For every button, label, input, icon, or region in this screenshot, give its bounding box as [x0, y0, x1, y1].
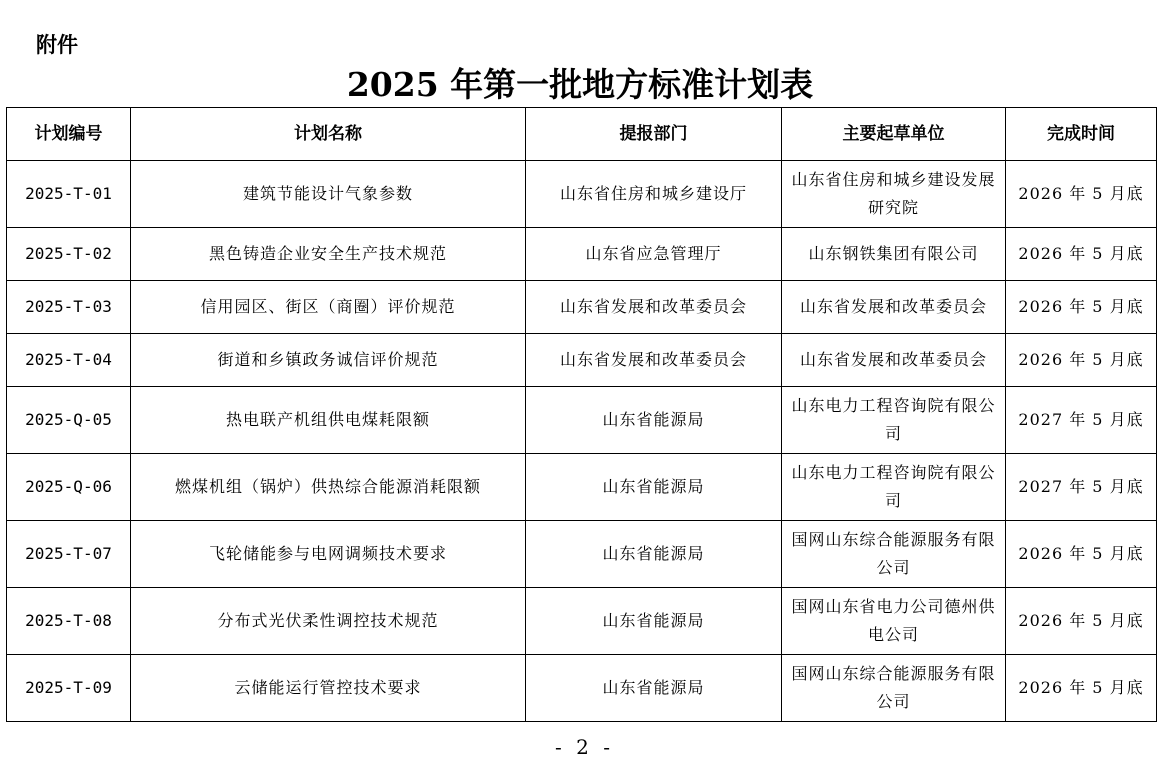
drafter-cell: 山东电力工程咨询院有限公司 [782, 387, 1006, 454]
plan-name-cell: 热电联产机组供电煤耗限额 [131, 387, 526, 454]
department-cell: 山东省发展和改革委员会 [526, 281, 782, 334]
department-cell: 山东省能源局 [526, 655, 782, 722]
deadline-cell: 2027 年 5 月底 [1006, 387, 1157, 454]
table-row [7, 281, 1157, 334]
drafter-cell: 山东省发展和改革委员会 [782, 281, 1006, 334]
standards-plan-table [6, 107, 1157, 722]
table-row [7, 228, 1157, 281]
plan-code-cell: 2025-T-04 [7, 334, 131, 387]
plan-name-cell: 云储能运行管控技术要求 [131, 655, 526, 722]
drafter-cell: 山东钢铁集团有限公司 [782, 228, 1006, 281]
drafter-cell: 山东省住房和城乡建设发展研究院 [782, 161, 1006, 228]
header-drafting-unit: 主要起草单位 [782, 108, 1006, 161]
page-number: - 2 - [555, 735, 614, 759]
table-row [7, 521, 1157, 588]
drafter-cell: 山东省发展和改革委员会 [782, 334, 1006, 387]
table-row [7, 588, 1157, 655]
drafter-cell: 国网山东综合能源服务有限公司 [782, 521, 1006, 588]
department-cell: 山东省能源局 [526, 588, 782, 655]
plan-code-cell: 2025-Q-05 [7, 387, 131, 454]
plan-name-cell: 黑色铸造企业安全生产技术规范 [131, 228, 526, 281]
table-row [7, 387, 1157, 454]
department-cell: 山东省发展和改革委员会 [526, 334, 782, 387]
document-title: 2025 年第一批地方标准计划表 [346, 65, 814, 104]
attachment-label: 附件 [36, 33, 78, 57]
department-cell: 山东省能源局 [526, 454, 782, 521]
header-plan-name: 计划名称 [131, 108, 526, 161]
plan-code-cell: 2025-T-09 [7, 655, 131, 722]
plan-name-cell: 飞轮储能参与电网调频技术要求 [131, 521, 526, 588]
deadline-cell: 2026 年 5 月底 [1006, 281, 1157, 334]
plan-code-cell: 2025-Q-06 [7, 454, 131, 521]
department-cell: 山东省能源局 [526, 387, 782, 454]
plan-name-cell: 建筑节能设计气象参数 [131, 161, 526, 228]
drafter-cell: 国网山东省电力公司德州供电公司 [782, 588, 1006, 655]
drafter-cell: 山东电力工程咨询院有限公司 [782, 454, 1006, 521]
table-row [7, 334, 1157, 387]
deadline-cell: 2026 年 5 月底 [1006, 655, 1157, 722]
header-plan-code: 计划编号 [7, 108, 131, 161]
header-completion-time: 完成时间 [1006, 108, 1157, 161]
deadline-cell: 2026 年 5 月底 [1006, 521, 1157, 588]
plan-name-cell: 街道和乡镇政务诚信评价规范 [131, 334, 526, 387]
table-row [7, 454, 1157, 521]
plan-name-cell: 燃煤机组（锅炉）供热综合能源消耗限额 [131, 454, 526, 521]
deadline-cell: 2026 年 5 月底 [1006, 228, 1157, 281]
table-row [7, 655, 1157, 722]
deadline-cell: 2026 年 5 月底 [1006, 334, 1157, 387]
plan-code-cell: 2025-T-08 [7, 588, 131, 655]
department-cell: 山东省住房和城乡建设厅 [526, 161, 782, 228]
drafter-cell: 国网山东综合能源服务有限公司 [782, 655, 1006, 722]
table-row [7, 161, 1157, 228]
plan-code-cell: 2025-T-03 [7, 281, 131, 334]
plan-code-cell: 2025-T-02 [7, 228, 131, 281]
plan-name-cell: 分布式光伏柔性调控技术规范 [131, 588, 526, 655]
deadline-cell: 2027 年 5 月底 [1006, 454, 1157, 521]
header-department: 提报部门 [526, 108, 782, 161]
department-cell: 山东省能源局 [526, 521, 782, 588]
plan-name-cell: 信用园区、街区（商圈）评价规范 [131, 281, 526, 334]
deadline-cell: 2026 年 5 月底 [1006, 588, 1157, 655]
plan-code-cell: 2025-T-01 [7, 161, 131, 228]
department-cell: 山东省应急管理厅 [526, 228, 782, 281]
plan-code-cell: 2025-T-07 [7, 521, 131, 588]
table-header-row [7, 108, 1157, 161]
deadline-cell: 2026 年 5 月底 [1006, 161, 1157, 228]
